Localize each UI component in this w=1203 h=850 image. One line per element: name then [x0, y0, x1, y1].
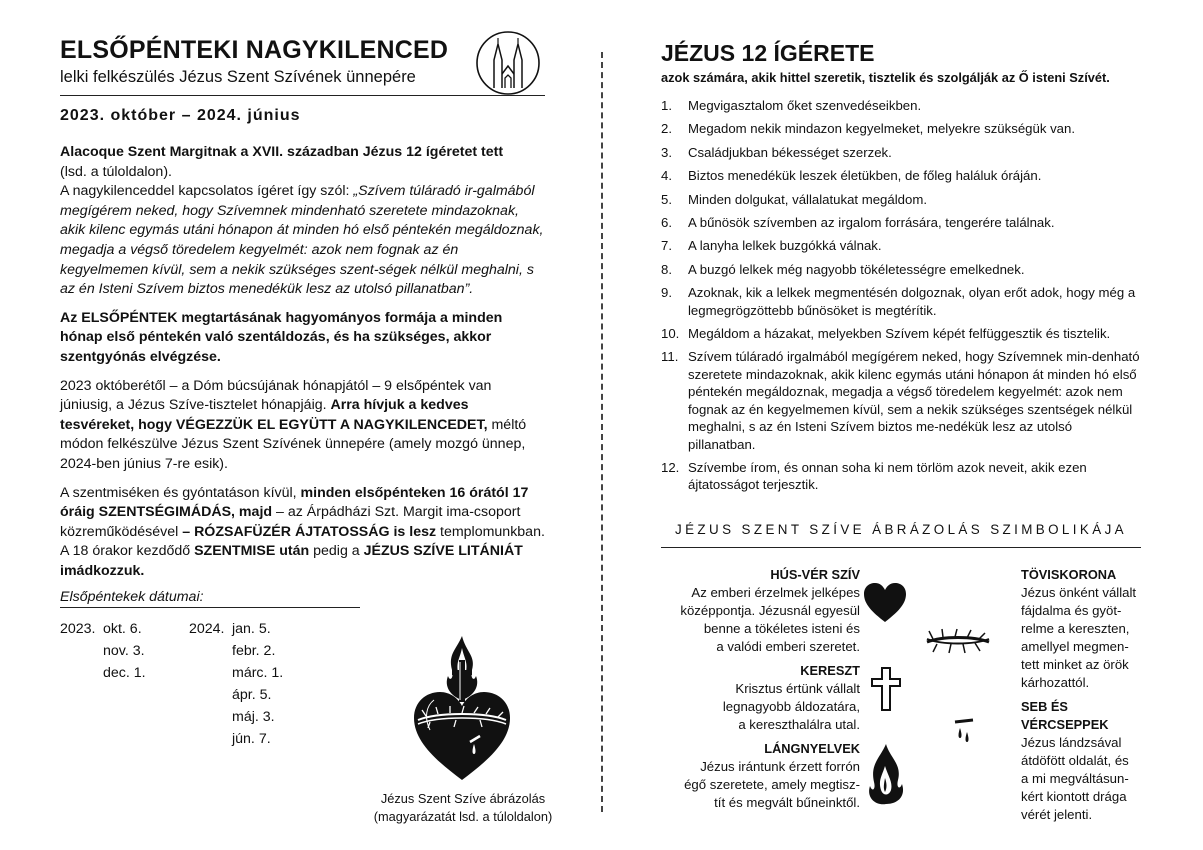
intro-ref: (lsd. a túloldalon). [60, 163, 172, 180]
symbol-text: középpontja. Jézusnál egyesül [680, 603, 860, 618]
promise-quote: „Szívem túláradó ir-galmából megígérem neked, hogy Szívemnek mindenható szeretete mindazoknak, akik kilenc egymás utáni hónapon át minden hó első péntekén megáldoznak, megadja a végső töredelem kegyelmét: azok nem fognak az én kegyelmemen kívül, sem a nekik szükséges szent-ségek nélkül meghalni, s az én Isteni Szívem biztos menedékük lesz az utolsó pillanatban”. [60, 183, 544, 298]
dates-title: Elsőpéntekek dátumai: [60, 589, 204, 606]
symbol-text: a valódi emberi szeretet. [716, 639, 860, 654]
symbol-text: kárhozattól. [1021, 675, 1090, 690]
promise-item [661, 120, 1141, 137]
date-range: 2023. október – 2024. június [60, 107, 301, 124]
date-item: márc. 1. [232, 665, 284, 682]
promise-number: 8. [661, 261, 672, 277]
heart-icon [862, 582, 908, 624]
date-item: máj. 3. [232, 709, 275, 726]
promise-text: Szívem túláradó irgalmából megígérem neked, hogy Szívemnek min-denható szeretete mindazoknak, akik kilenc egymás utáni hónapon át minden hó első péntekén megáldoznak, megadja a végső töredelem kegyelmét: azok nem fognak az én kegyelmemen kívül, sem a nekik szükséges szentségek nélkül meghalni, s az én Isteni Szívem biztos me-nedékük lesz az utolsó pillanatban. [688, 349, 1140, 452]
heart-caption-line2: (magyarázatát lsd. a túloldalon) [373, 809, 553, 824]
intro-text: A nagykilenceddel kapcsolatos ígéret így szól: [60, 183, 354, 200]
year-label: 2024. [189, 621, 225, 638]
promise-text: A buzgó lelkek még nagyobb tökéletességre emelkednek. [688, 261, 1025, 277]
promise-number: 3. [661, 144, 672, 160]
promise-number: 2. [661, 121, 672, 137]
date-item: jan. 5. [232, 621, 271, 638]
promise-item [661, 97, 1141, 114]
heart-caption-line1: Jézus Szent Szíve ábrázolás [380, 791, 546, 806]
promise-item [661, 459, 1141, 494]
promise-text: Megadom nekik mindazon kegyelmeket, melyekre szükségük van. [688, 121, 1076, 137]
symbol-heading-cross: KERESZT [800, 663, 860, 678]
promise-item [661, 261, 1141, 278]
promise-number: 7. [661, 238, 672, 254]
promise-text: A bűnösök szívemben az irgalom forrására, tengerére találnak. [688, 215, 1055, 231]
cross-icon [870, 666, 902, 712]
schedule-invite: Arra hívjuk a kedves tesvéreket, hogy VÉGEZZÜK EL EGYÜTT A NAGYKILENCEDET, [60, 397, 488, 433]
symbol-text: benne a tökéletes isteni és [703, 621, 860, 636]
symbol-text: Jézus irántunk érzett forrón [700, 759, 860, 774]
program-text-c: – az Árpádházi Szt. Margit ima-csoport közreműködésével [60, 504, 521, 540]
months-2024 [232, 618, 283, 750]
months-2023 [103, 618, 146, 684]
promise-number: 10. [661, 326, 680, 342]
promise-number: 4. [661, 168, 672, 184]
tradition-bold: Az ELSŐPÉNTEK megtartásának hagyományos formája a minden hónap első péntekén való szentáldozás, és ha szükséges, akkor szentgyónás elvégzése. [60, 309, 503, 365]
promise-text: Szívembe írom, és onnan soha ki nem törlöm azok neveit, akik ezen ájtatosságot terjesztik. [688, 459, 1087, 493]
promise-item [661, 191, 1141, 208]
symbol-text: kért kiontott drága [1021, 789, 1127, 804]
program-mass: SZENTMISE után [194, 543, 310, 560]
program-text-g: pedig a [309, 543, 364, 560]
promise-item [661, 167, 1141, 184]
symbol-text: vérét jelenti. [1021, 807, 1093, 822]
promise-number: 6. [661, 215, 672, 231]
year-label: 2023. [60, 621, 96, 638]
symbol-text: Az emberi érzelmek jelképes [691, 585, 860, 600]
date-item: dec. 1. [103, 665, 146, 682]
symbol-text: a mi megváltásun- [1021, 771, 1129, 786]
program-adoration: minden elsőpénteken 16 órától 17 óráig SZENTSÉGIMÁDÁS, majd [60, 484, 529, 521]
symbol-text: relme a kereszten, [1021, 621, 1130, 636]
promise-number: 9. [661, 285, 672, 301]
symbol-text: a kereszthalálra utal. [738, 717, 860, 732]
date-item: febr. 2. [232, 643, 276, 660]
heart-caption [360, 790, 566, 826]
program-paragraph [60, 484, 545, 582]
promise-number: 5. [661, 191, 672, 207]
program-text-e: templomunkban. A 18 órakor kezdődő [60, 523, 545, 560]
promise-item [661, 284, 1141, 319]
promise-text: Azoknak, kik a lelkek megmentésén dolgoznak, olyan erőt adok, hogy még a legmegrögzöttebb bűnösöket is megtérítik. [688, 285, 1136, 318]
symbol-text: amellyel megmen- [1021, 639, 1129, 654]
schedule-text-c: méltó módon felkészülve Jézus Szent Szívének ünnepére (amely mozgó ünnep, 2024-ben június 7-re esik). [60, 416, 527, 472]
symbolism-left [650, 566, 860, 812]
symbolism-divider [661, 547, 1141, 548]
promise-text: Megvigasztalom őket szenvedéseikben. [688, 98, 922, 113]
tradition-paragraph [60, 309, 545, 368]
promises-list [661, 97, 1141, 494]
symbol-heading-thorns: TÖVISKORONA [1021, 567, 1117, 582]
intro-bold: Alacoque Szent Margitnak a XVII. században Jézus 12 ígéretet tett [60, 144, 504, 160]
year-2024 [189, 618, 225, 640]
symbolism-right [1021, 566, 1156, 824]
promise-item [661, 144, 1141, 161]
date-item: jún. 7. [232, 731, 271, 748]
promise-text: Minden dolgukat, vállalatukat megáldom. [688, 191, 927, 207]
right-column [661, 40, 1141, 500]
symbol-text: átdöfött oldalát, és [1021, 753, 1129, 768]
symbol-text: Jézus lándzsával [1021, 735, 1122, 750]
promise-number: 1. [661, 98, 672, 113]
promise-text: Családjukban békességet szerzek. [688, 144, 892, 160]
promise-item [661, 237, 1141, 254]
crown-of-thorns-icon [923, 626, 993, 656]
sacred-heart-icon [408, 630, 516, 790]
symbol-heading-wound: SEB ÉS VÉRCSEPPEK [1021, 699, 1109, 732]
schedule-text-a: 2023 októberétől – a Dóm búcsújának hónapjától – 9 elsőpéntek van júniusig, a Jézus Szíve-tisztelet hónapjáig. [60, 377, 492, 414]
date-item: nov. 3. [103, 643, 145, 660]
cathedral-logo-icon [470, 30, 546, 96]
symbol-text: Jézus önként vállalt [1021, 585, 1137, 600]
symbolism-header: JÉZUS SZENT SZÍVE ÁBRÁZOLÁS SZIMBOLIKÁJA [675, 522, 1127, 537]
fold-divider [601, 52, 603, 812]
symbol-text: legnagyobb áldozatára, [722, 699, 860, 714]
promises-subtitle: azok számára, akik hittel szeretik, tisztelik és szolgálják az Ő isteni Szívét. [661, 70, 1110, 85]
promises-title: JÉZUS 12 ÍGÉRETE [661, 40, 875, 66]
wound-drops-icon [952, 718, 976, 748]
symbol-text: fájdalma és gyöt- [1021, 603, 1122, 618]
program-text-a: A szentmiséken és gyóntatáson kívül, [60, 484, 301, 501]
date-item: okt. 6. [103, 621, 142, 638]
year-2023 [60, 618, 96, 640]
schedule-paragraph [60, 377, 545, 475]
program-rosary: – RÓZSAFÜZÉR ÁJTATOSSÁG is lesz [182, 523, 437, 540]
flames-icon [866, 742, 906, 806]
page-title: ELSŐPÉNTEKI NAGYKILENCED [60, 36, 449, 64]
promise-item [661, 214, 1141, 231]
promise-text: Biztos menedékük leszek életükben, de főleg haláluk óráján. [688, 168, 1042, 184]
promise-text: Megáldom a házakat, melyekben Szívem képét felfüggesztik és tisztelik. [688, 326, 1111, 342]
promise-number: 11. [661, 349, 679, 365]
intro-paragraph [60, 143, 545, 300]
symbol-text: tít és megvált bűneinktől. [714, 795, 860, 810]
symbol-heading-flames: LÁNGNYELVEK [764, 741, 860, 756]
promise-item [661, 325, 1141, 342]
symbol-text: égő szeretete, amely megtisz- [684, 777, 860, 792]
promise-item [661, 348, 1141, 452]
promise-number: 12. [661, 459, 680, 475]
promise-text: A lanyha lelkek buzgókká válnak. [688, 238, 882, 254]
page-subtitle: lelki felkészülés Jézus Szent Szívének ünnepére [60, 68, 416, 86]
symbol-heading-heart: HÚS-VÉR SZÍV [770, 567, 860, 582]
program-litany: JÉZUS SZÍVE LITÁNIÁT imádkozzuk. [60, 543, 523, 579]
symbol-text: tett minket az örök [1021, 657, 1129, 672]
symbol-text: Krisztus értünk vállalt [735, 681, 860, 696]
date-item: ápr. 5. [232, 687, 272, 704]
dates-divider [60, 607, 360, 608]
